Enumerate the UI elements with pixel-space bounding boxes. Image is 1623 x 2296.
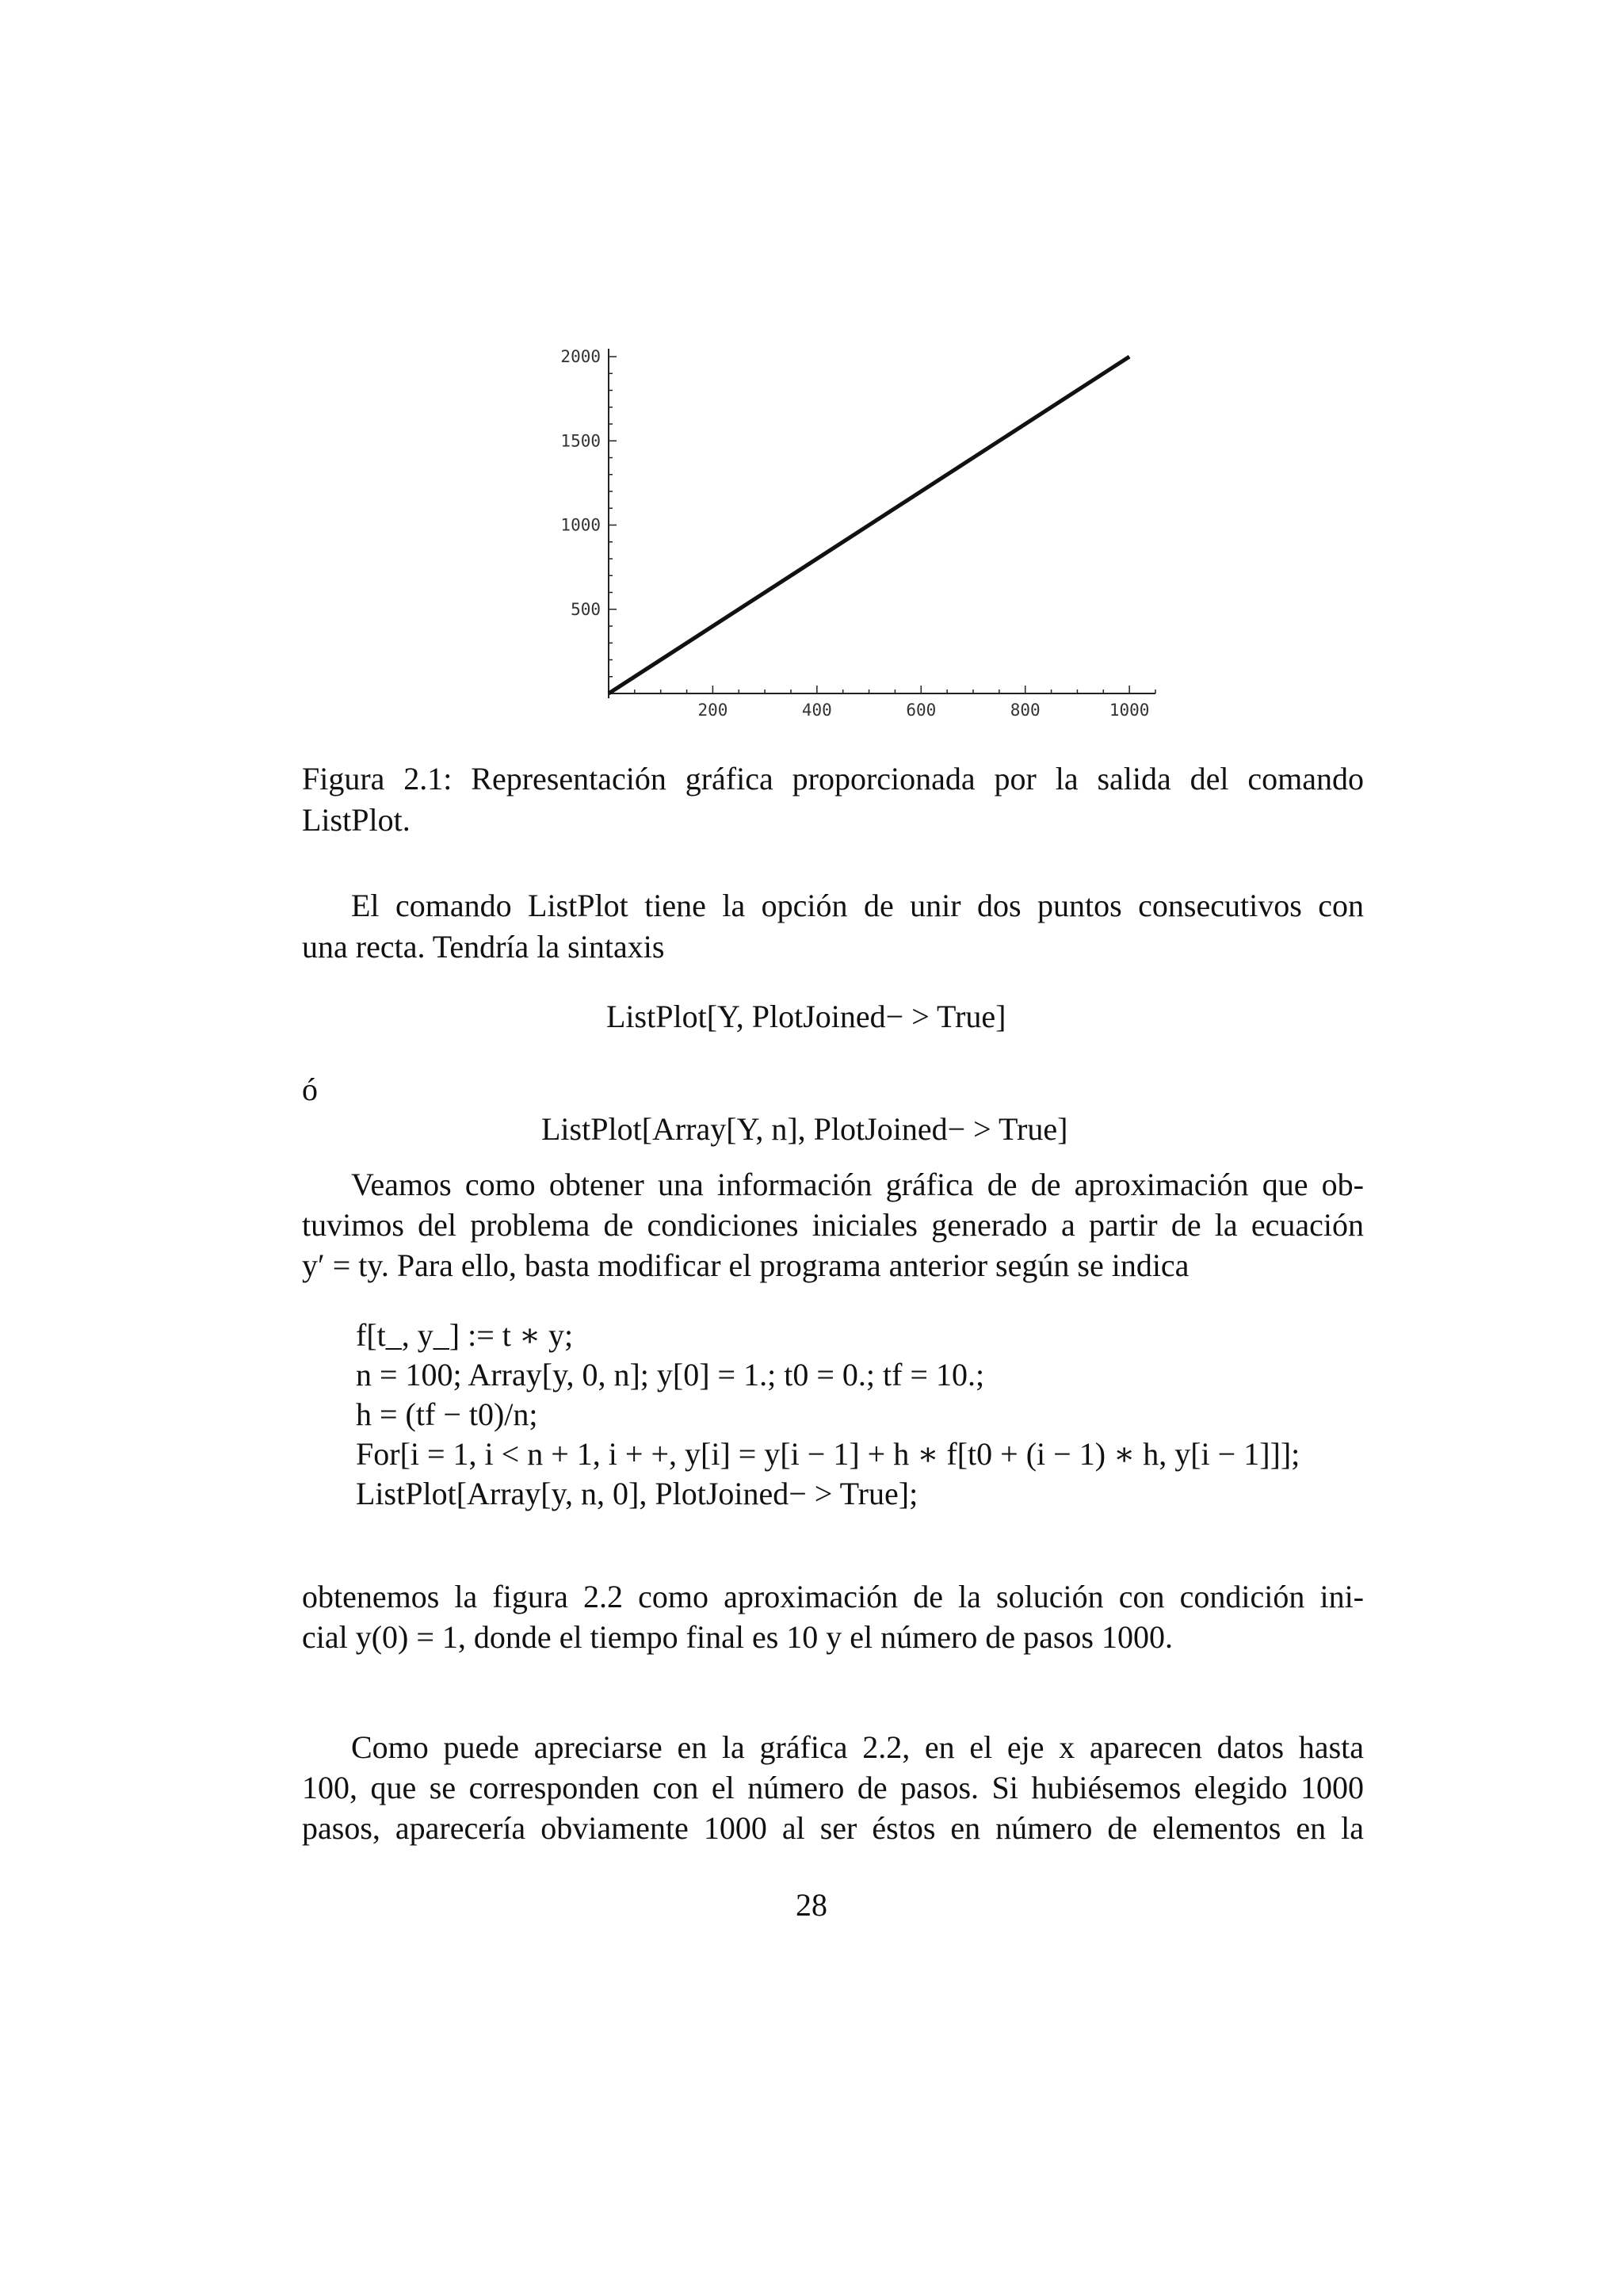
- equation-listplot-joined: ListPlot[Y, PlotJoined− > True]: [606, 999, 1006, 1034]
- code-line-1: f[t_, y_] := t ∗ y;: [356, 1317, 574, 1353]
- or-word: ó: [302, 1072, 318, 1107]
- x-tick-label: 800: [1010, 701, 1041, 720]
- listplot-chart: [523, 333, 1189, 737]
- x-tick-label: 600: [906, 701, 937, 720]
- para4-line2: 100, que se corresponden con el número de pasos. Si hubiésemos elegido 1000: [302, 1770, 1364, 1805]
- para2-line2: tuvimos del problema de condiciones iniciales generado a partir de la ecuación: [302, 1207, 1364, 1243]
- y-tick-label: 2000: [560, 347, 601, 366]
- y-tick-label: 500: [571, 599, 601, 619]
- para1-line1: El comando ListPlot tiene la opción de unir dos puntos consecutivos con: [351, 888, 1364, 923]
- para4-line1: Como puede apreciarse en la gráfica 2.2, en el eje x aparecen datos hasta: [351, 1729, 1364, 1765]
- code-line-2: n = 100; Array[y, 0, n]; y[0] = 1.; t0 = 0.; tf = 10.;: [356, 1357, 985, 1392]
- y-tick-label: 1500: [560, 431, 601, 451]
- y-tick-label: 1000: [560, 515, 601, 535]
- para4-line3: pasos, aparecería obviamente 1000 al ser éstos en número de elementos en la: [302, 1810, 1364, 1846]
- x-tick-label: 200: [697, 701, 728, 720]
- para2-line1: Veamos como obtener una información gráfica de de aproximación que ob-: [351, 1167, 1364, 1202]
- code-line-4: For[i = 1, i < n + 1, i + +, y[i] = y[i − 1] + h ∗ f[t0 + (i − 1) ∗ h, y[i − 1]]];: [356, 1436, 1300, 1472]
- para3-line1: obtenemos la figura 2.2 como aproximación de la solución con condición ini-: [302, 1579, 1364, 1614]
- page-number: 28: [796, 1887, 827, 1923]
- code-line-3: h = (tf − t0)/n;: [356, 1396, 538, 1432]
- figure-caption-line1: Figura 2.1: Representación gráfica proporcionada por la salida del comando: [302, 761, 1364, 797]
- para3-line2: cial y(0) = 1, donde el tiempo final es 10 y el número de pasos 1000.: [302, 1619, 1173, 1655]
- code-line-5: ListPlot[Array[y, n, 0], PlotJoined− > True];: [356, 1476, 918, 1511]
- para2-line3: y′ = ty. Para ello, basta modificar el programa anterior según se indica: [302, 1247, 1190, 1283]
- x-tick-label: 400: [801, 701, 832, 720]
- series-line: [609, 357, 1129, 693]
- equation-listplot-array: ListPlot[Array[Y, n], PlotJoined− > True]: [541, 1111, 1068, 1147]
- x-tick-label: 1000: [1109, 701, 1150, 720]
- para1-line2: una recta. Tendría la sintaxis: [302, 929, 665, 965]
- chart-marks: [609, 357, 1129, 693]
- figure-caption-line2: ListPlot.: [302, 802, 411, 838]
